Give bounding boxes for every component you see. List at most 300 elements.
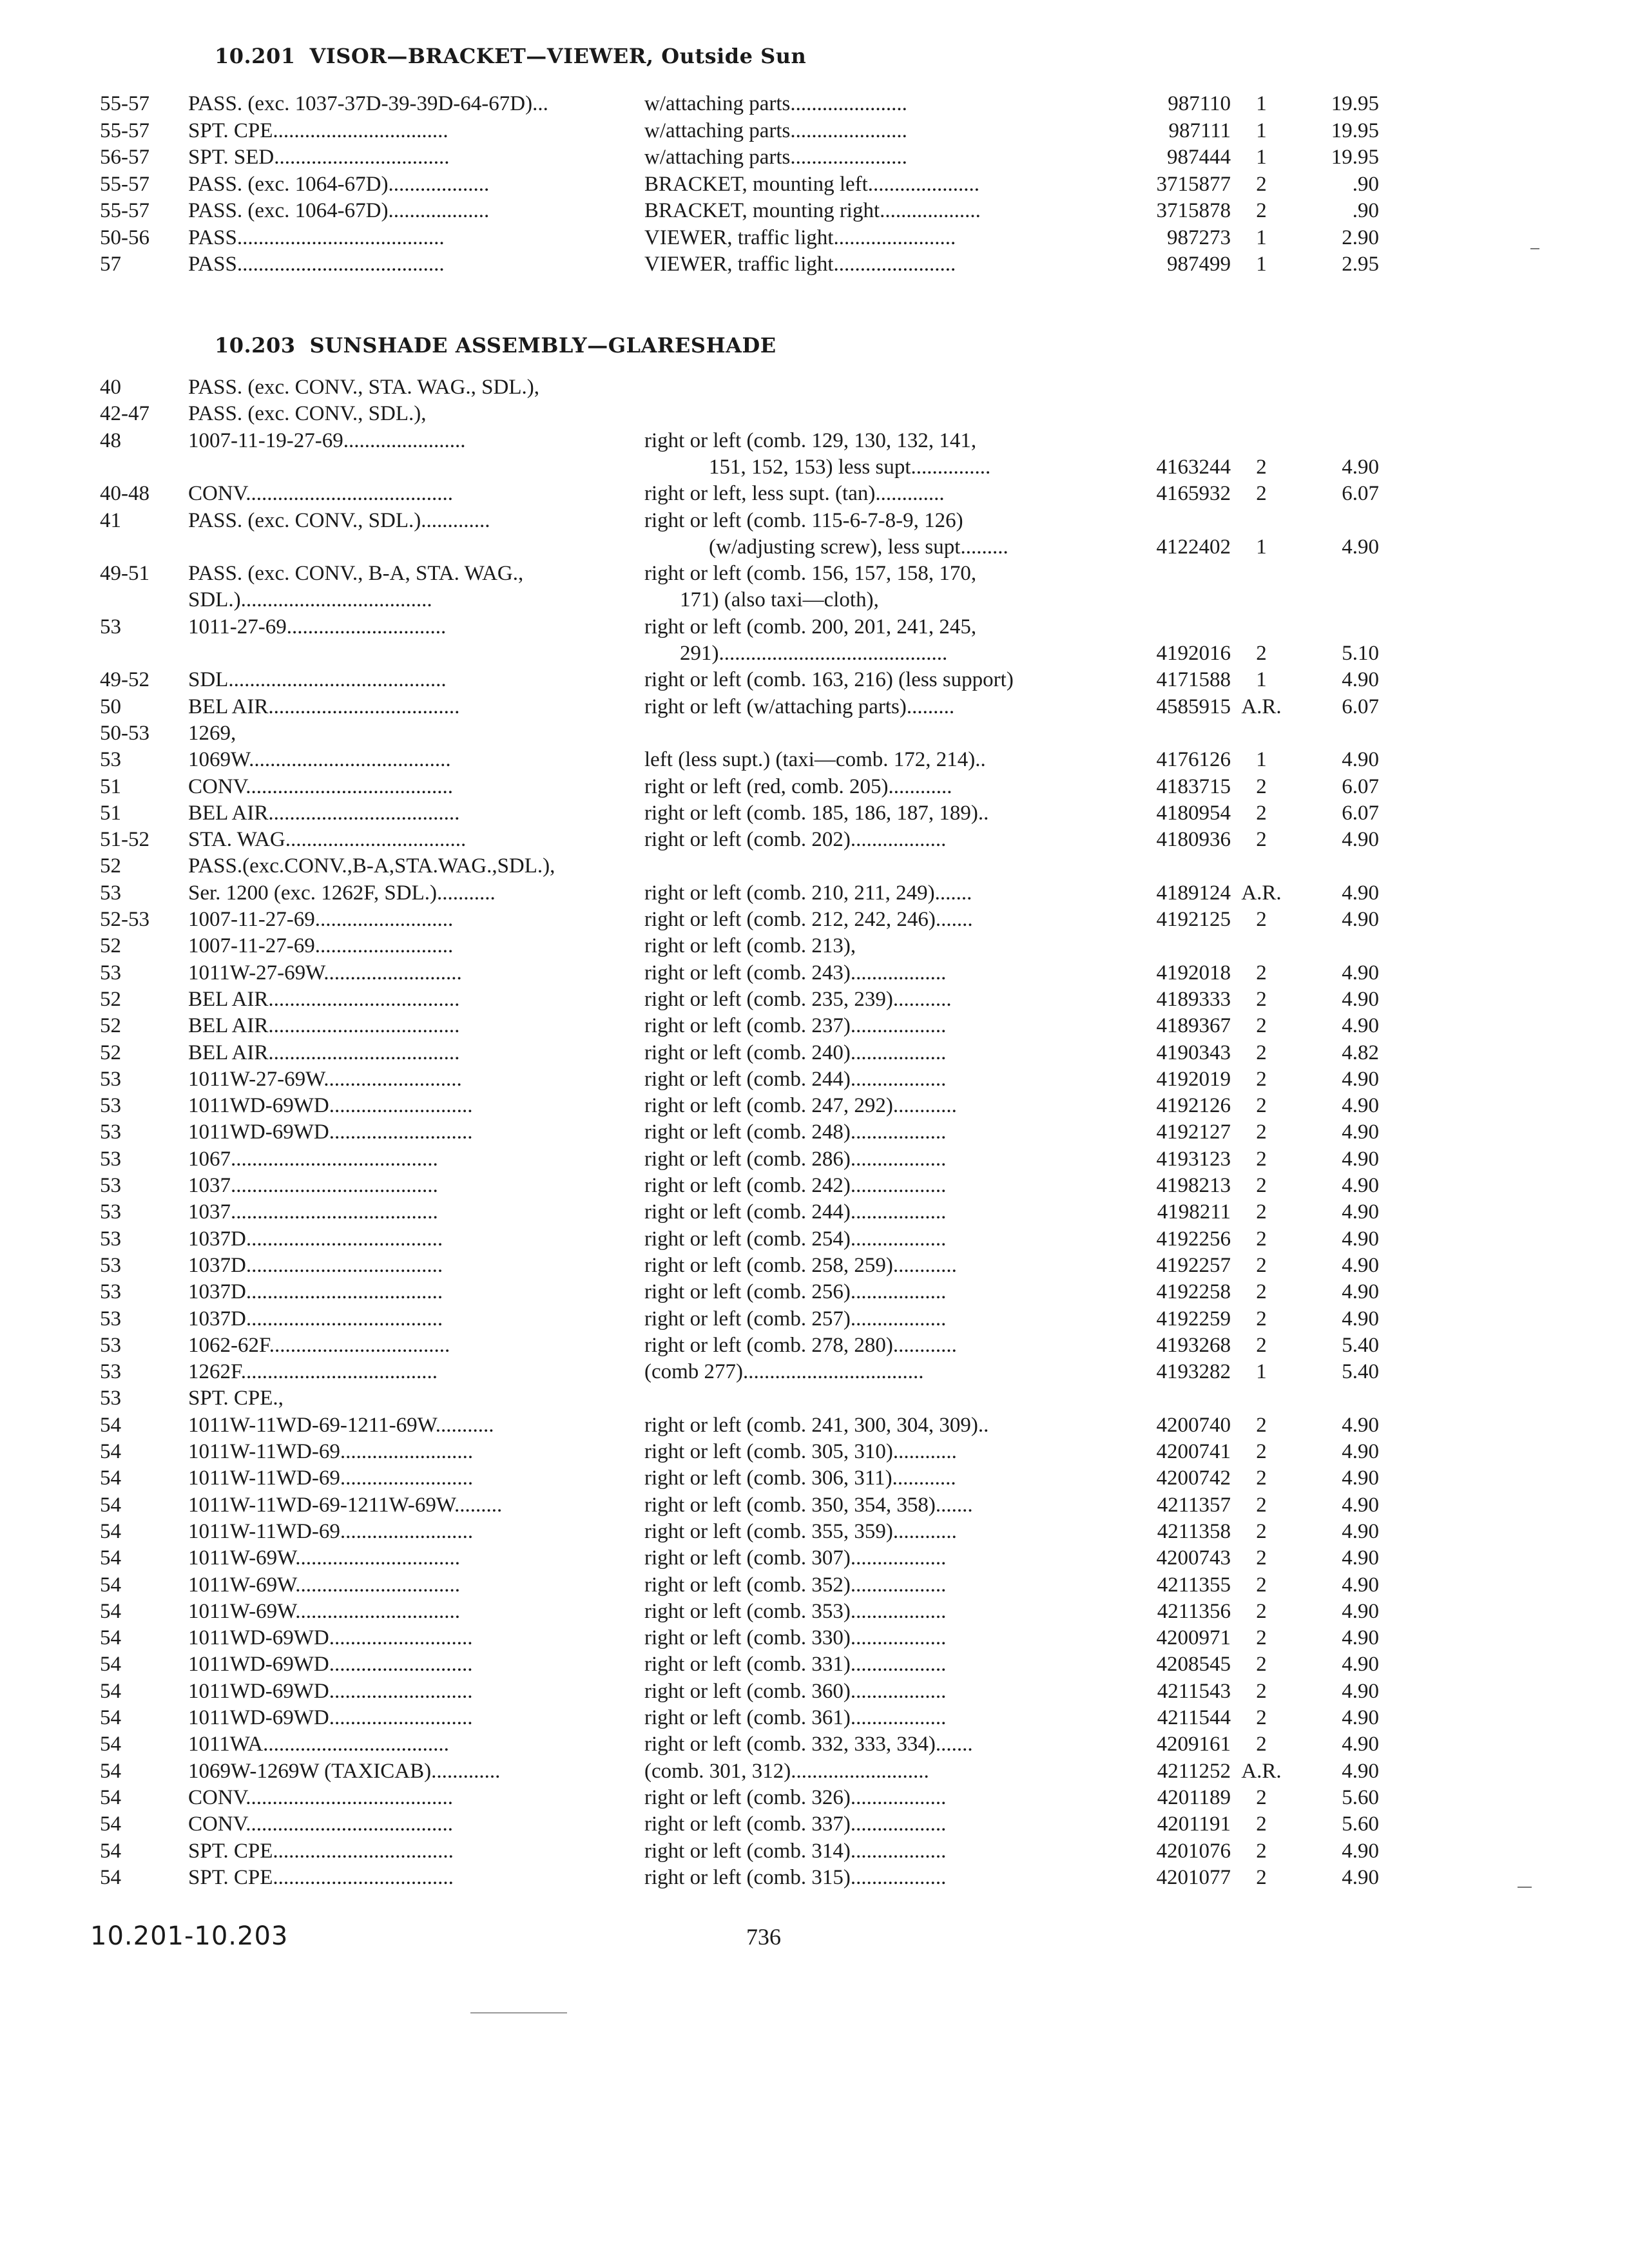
- table-row: [0, 1387, 1629, 1413]
- row-description: (w/adjusting screw), less supt.........: [709, 535, 1008, 559]
- scan-mark: [1530, 248, 1539, 249]
- row-model: CONV.......................................: [188, 1812, 454, 1836]
- table-row: [0, 1360, 1629, 1387]
- row-description: right or left (comb. 242)..................: [644, 1174, 947, 1197]
- row-description: right or left (comb. 156, 157, 158, 170,: [644, 562, 977, 585]
- row-part-number: 4183715: [1156, 775, 1231, 798]
- row-description: VIEWER, traffic light.......................: [644, 226, 956, 249]
- row-part-number: 4211544: [1157, 1706, 1231, 1729]
- row-model: Ser. 1200 (exc. 1262F, SDL.)...........: [188, 881, 496, 905]
- table-row: [0, 908, 1629, 934]
- row-quantity: 2: [1256, 1120, 1267, 1144]
- row-part-number: 987110: [1168, 92, 1231, 115]
- row-year: 53: [100, 1280, 121, 1303]
- row-model: SPT. CPE..................................: [188, 1866, 454, 1889]
- row-year: 53: [100, 748, 121, 771]
- row-model: SPT. CPE.,: [188, 1387, 284, 1410]
- table-row: [0, 429, 1629, 456]
- row-description: right or left (comb. 353)..................: [644, 1600, 947, 1623]
- row-quantity: 2: [1256, 1600, 1267, 1623]
- row-model: BEL AIR....................................: [188, 1041, 460, 1064]
- table-row: [0, 1520, 1629, 1546]
- row-price: 4.90: [1342, 1174, 1379, 1197]
- row-model: CONV.......................................: [188, 775, 454, 798]
- row-price: 4.90: [1342, 908, 1379, 931]
- row-year: 57: [100, 253, 121, 276]
- row-model: 1037D.....................................: [188, 1254, 443, 1277]
- row-description: right or left (comb. 307)..................: [644, 1546, 947, 1570]
- row-description: (comb 277)..................................: [644, 1360, 924, 1383]
- row-price: 19.95: [1331, 146, 1379, 169]
- row-model: SPT. SED.................................: [188, 146, 450, 169]
- row-year: 54: [100, 1786, 121, 1809]
- row-quantity: 2: [1256, 1520, 1267, 1543]
- row-year: 54: [100, 1706, 121, 1729]
- row-year: 54: [100, 1680, 121, 1703]
- row-quantity: 2: [1256, 828, 1267, 851]
- row-model: CONV.......................................: [188, 482, 454, 505]
- row-description: right or left (comb. 212, 242, 246).......: [644, 908, 973, 931]
- row-price: 6.07: [1342, 695, 1379, 718]
- table-row: [0, 802, 1629, 828]
- row-part-number: 4165932: [1156, 482, 1231, 505]
- row-price: 4.90: [1342, 1760, 1379, 1783]
- row-quantity: 2: [1256, 1653, 1267, 1676]
- row-model: 1011W-27-69W..........................: [188, 1068, 462, 1091]
- row-model: 1011WD-69WD...........................: [188, 1680, 473, 1703]
- row-quantity: 2: [1256, 775, 1267, 798]
- row-model: PASS.(exc.CONV.,B-A,STA.WAG.,SDL.),: [188, 854, 555, 878]
- row-part-number: 4189367: [1156, 1014, 1231, 1037]
- row-price: 6.07: [1342, 775, 1379, 798]
- row-model: 1007-11-27-69..........................: [188, 934, 454, 957]
- row-part-number: 4585915: [1156, 695, 1231, 718]
- row-description: right or left (comb. 254)..................: [644, 1227, 947, 1251]
- row-year: 48: [100, 429, 121, 452]
- row-price: 4.90: [1342, 1440, 1379, 1463]
- row-year: 53: [100, 1120, 121, 1144]
- table-row: [0, 253, 1629, 279]
- row-price: 4.90: [1342, 1414, 1379, 1437]
- table-row: [0, 1068, 1629, 1094]
- row-year: 54: [100, 1812, 121, 1836]
- row-year: 53: [100, 1387, 121, 1410]
- row-year: 53: [100, 1307, 121, 1331]
- row-model: CONV.......................................: [188, 1786, 454, 1809]
- row-year: 55-57: [100, 119, 149, 142]
- row-description: right or left (comb. 247, 292)............: [644, 1094, 957, 1117]
- table-row: [0, 854, 1629, 881]
- row-price: 4.90: [1342, 1200, 1379, 1224]
- row-model: 1011W-11WD-69.........................: [188, 1466, 474, 1490]
- row-part-number: 4189333: [1156, 988, 1231, 1011]
- row-part-number: 4200740: [1156, 1414, 1231, 1437]
- table-row: [0, 668, 1629, 695]
- row-model: BEL AIR....................................: [188, 988, 460, 1011]
- row-model: 1067.......................................: [188, 1148, 438, 1171]
- row-description: w/attaching parts......................: [644, 92, 907, 115]
- row-part-number: 4192256: [1156, 1227, 1231, 1251]
- row-description: right or left (comb. 355, 359)............: [644, 1520, 957, 1543]
- row-model: 1037.......................................: [188, 1200, 438, 1224]
- row-quantity: 2: [1256, 1041, 1267, 1064]
- row-part-number: 4189124: [1156, 881, 1231, 905]
- row-year: 53: [100, 615, 121, 639]
- row-description: right or left (comb. 202)..................: [644, 828, 947, 851]
- row-part-number: 4163244: [1156, 456, 1231, 479]
- row-description: right or left (comb. 305, 310)............: [644, 1440, 957, 1463]
- row-description: right or left (comb. 278, 280)............: [644, 1334, 957, 1357]
- row-year: 53: [100, 1227, 121, 1251]
- row-part-number: 4209161: [1156, 1733, 1231, 1756]
- table-row: [0, 1626, 1629, 1653]
- row-year: 50: [100, 695, 121, 718]
- row-description: right or left (comb. 306, 311)............: [644, 1466, 956, 1490]
- row-description: right or left (comb. 115-6-7-8-9, 126): [644, 509, 963, 532]
- row-year: 54: [100, 1414, 121, 1437]
- table-row: [0, 146, 1629, 172]
- row-part-number: 4171588: [1156, 668, 1231, 691]
- table-row: [0, 199, 1629, 226]
- row-model: PASS. (exc. CONV., B-A, STA. WAG.,: [188, 562, 524, 585]
- row-part-number: 4211356: [1157, 1600, 1231, 1623]
- table-row: [0, 92, 1629, 119]
- table-row: [0, 1014, 1629, 1041]
- table-row: [0, 615, 1629, 642]
- row-model: 1011W-11WD-69-1211W-69W.........: [188, 1494, 503, 1517]
- section-number: 10.203: [215, 333, 296, 358]
- scan-mark: [470, 2012, 567, 2013]
- row-part-number: 4211252: [1157, 1760, 1231, 1783]
- row-price: 4.90: [1342, 1733, 1379, 1756]
- table-row: [0, 1466, 1629, 1493]
- row-year: 54: [100, 1866, 121, 1889]
- row-year: 51: [100, 802, 121, 825]
- row-quantity: 1: [1256, 748, 1267, 771]
- row-year: 53: [100, 881, 121, 905]
- row-description: right or left (comb. 286)..................: [644, 1148, 947, 1171]
- row-quantity: 2: [1256, 988, 1267, 1011]
- table-row: [0, 1866, 1629, 1892]
- row-model: BEL AIR....................................: [188, 802, 460, 825]
- table-row: [0, 173, 1629, 199]
- row-description: 171) (also taxi—cloth),: [680, 588, 879, 611]
- table-row: [0, 1546, 1629, 1573]
- table-row: [0, 1760, 1629, 1786]
- row-price: 4.90: [1342, 1466, 1379, 1490]
- row-price: .90: [1352, 173, 1379, 196]
- table-row: [0, 562, 1629, 588]
- row-model: SPT. CPE.................................: [188, 119, 448, 142]
- row-description: VIEWER, traffic light.......................: [644, 253, 956, 276]
- row-year: 52-53: [100, 908, 149, 931]
- row-year: 42-47: [100, 402, 149, 425]
- row-price: 19.95: [1331, 92, 1379, 115]
- row-price: 4.90: [1342, 1626, 1379, 1649]
- row-year: 41: [100, 509, 121, 532]
- row-year: 54: [100, 1626, 121, 1649]
- row-quantity: 1: [1256, 535, 1267, 559]
- row-year: 49-51: [100, 562, 149, 585]
- table-row: [0, 722, 1629, 748]
- table-row: [0, 588, 1629, 615]
- row-model: 1011W-69W...............................: [188, 1546, 460, 1570]
- row-description: (comb. 301, 312)..........................: [644, 1760, 929, 1783]
- table-row: [0, 1786, 1629, 1812]
- row-description: right or left (comb. 241, 300, 304, 309)..: [644, 1414, 989, 1437]
- row-year: 55-57: [100, 173, 149, 196]
- row-quantity: A.R.: [1241, 881, 1282, 905]
- row-description: right or left (comb. 350, 354, 358).......: [644, 1494, 973, 1517]
- row-year: 52: [100, 934, 121, 957]
- row-part-number: 4198213: [1156, 1174, 1231, 1197]
- row-part-number: 4211543: [1157, 1680, 1231, 1703]
- row-year: 54: [100, 1760, 121, 1783]
- row-part-number: 4192125: [1156, 908, 1231, 931]
- row-year: 55-57: [100, 92, 149, 115]
- table-row: [0, 961, 1629, 988]
- row-price: 4.90: [1342, 1307, 1379, 1331]
- row-model: 1007-11-19-27-69.......................: [188, 429, 466, 452]
- row-description: BRACKET, mounting right...................: [644, 199, 981, 222]
- row-description: right or left (comb. 332, 333, 334).......: [644, 1733, 973, 1756]
- row-price: 4.90: [1342, 456, 1379, 479]
- row-price: 5.10: [1342, 642, 1379, 665]
- row-description: right or left (comb. 256)..................: [644, 1280, 947, 1303]
- row-description: right or left (comb. 360)..................: [644, 1680, 947, 1703]
- row-description: right or left (comb. 244)..................: [644, 1068, 947, 1091]
- row-model: 1037D.....................................: [188, 1307, 443, 1331]
- row-quantity: 2: [1256, 1706, 1267, 1729]
- table-row: [0, 119, 1629, 146]
- row-model: 1037D.....................................: [188, 1227, 443, 1251]
- row-description: 151, 152, 153) less supt...............: [709, 456, 991, 479]
- row-quantity: 1: [1256, 146, 1267, 169]
- row-part-number: 4211355: [1157, 1573, 1231, 1597]
- row-part-number: 4192257: [1156, 1254, 1231, 1277]
- row-description: right or left (comb. 210, 211, 249).......: [644, 881, 972, 905]
- row-year: 52: [100, 854, 121, 878]
- row-price: 4.90: [1342, 881, 1379, 905]
- row-part-number: 4198211: [1157, 1200, 1231, 1224]
- table-row: [0, 695, 1629, 722]
- row-description: right or left (comb. 235, 239)...........: [644, 988, 952, 1011]
- row-price: 4.90: [1342, 668, 1379, 691]
- row-model: BEL AIR....................................: [188, 695, 460, 718]
- table-row: [0, 1334, 1629, 1360]
- row-quantity: 2: [1256, 482, 1267, 505]
- row-quantity: 2: [1256, 1840, 1267, 1863]
- row-price: .90: [1352, 199, 1379, 222]
- row-quantity: A.R.: [1241, 695, 1282, 718]
- row-model: 1007-11-27-69..........................: [188, 908, 454, 931]
- row-description: 291)...........................................: [680, 642, 948, 665]
- row-quantity: 2: [1256, 199, 1267, 222]
- row-description: right or left (comb. 237)..................: [644, 1014, 947, 1037]
- row-part-number: 4180954: [1156, 802, 1231, 825]
- row-price: 5.60: [1342, 1812, 1379, 1836]
- table-row: [0, 1733, 1629, 1759]
- row-description: right or left (comb. 240)..................: [644, 1041, 947, 1064]
- row-quantity: 2: [1256, 1626, 1267, 1649]
- row-year: 54: [100, 1573, 121, 1597]
- row-year: 54: [100, 1440, 121, 1463]
- table-row: [0, 535, 1629, 562]
- row-price: 4.90: [1342, 1148, 1379, 1171]
- row-price: 4.90: [1342, 1227, 1379, 1251]
- table-row: [0, 1494, 1629, 1520]
- table-row: [0, 456, 1629, 482]
- row-year: 54: [100, 1653, 121, 1676]
- row-part-number: 4192126: [1156, 1094, 1231, 1117]
- row-model: 1011W-69W...............................: [188, 1600, 460, 1623]
- row-description: right or left (comb. 331)..................: [644, 1653, 947, 1676]
- row-part-number: 4201191: [1157, 1812, 1231, 1836]
- row-year: 50-56: [100, 226, 149, 249]
- row-price: 6.07: [1342, 802, 1379, 825]
- row-year: 51: [100, 775, 121, 798]
- table-row: [0, 988, 1629, 1014]
- table-row: [0, 1174, 1629, 1200]
- row-price: 4.90: [1342, 1254, 1379, 1277]
- row-model: 1069W......................................: [188, 748, 451, 771]
- row-year: 53: [100, 1360, 121, 1383]
- row-quantity: 2: [1256, 1546, 1267, 1570]
- row-part-number: 4211358: [1157, 1520, 1231, 1543]
- row-quantity: 2: [1256, 1414, 1267, 1437]
- row-year: 54: [100, 1600, 121, 1623]
- row-part-number: 4201189: [1157, 1786, 1231, 1809]
- row-price: 4.90: [1342, 1680, 1379, 1703]
- row-price: 4.90: [1342, 988, 1379, 1011]
- row-description: w/attaching parts......................: [644, 146, 907, 169]
- section-title: VISOR—BRACKET—VIEWER, Outside Sun: [309, 44, 807, 68]
- row-price: 2.90: [1342, 226, 1379, 249]
- table-row: [0, 1812, 1629, 1839]
- row-price: 5.60: [1342, 1786, 1379, 1809]
- row-part-number: 4200741: [1156, 1440, 1231, 1463]
- row-model: BEL AIR....................................: [188, 1014, 460, 1037]
- row-year: 53: [100, 1068, 121, 1091]
- table-row: [0, 1440, 1629, 1466]
- row-description: BRACKET, mounting left.....................: [644, 173, 980, 196]
- row-year: 51-52: [100, 828, 149, 851]
- row-price: 5.40: [1342, 1360, 1379, 1383]
- row-year: 54: [100, 1733, 121, 1756]
- row-quantity: 2: [1256, 456, 1267, 479]
- row-quantity: 2: [1256, 1466, 1267, 1490]
- row-quantity: 2: [1256, 173, 1267, 196]
- row-model: 1011WD-69WD...........................: [188, 1120, 473, 1144]
- row-model: SDL.)....................................: [188, 588, 432, 611]
- row-model: PASS.......................................: [188, 226, 445, 249]
- row-quantity: 2: [1256, 908, 1267, 931]
- row-price: 4.90: [1342, 1494, 1379, 1517]
- row-part-number: 4192127: [1156, 1120, 1231, 1144]
- row-description: right or left (comb. 361)..................: [644, 1706, 947, 1729]
- row-price: 19.95: [1331, 119, 1379, 142]
- row-description: right or left (w/attaching parts).........: [644, 695, 955, 718]
- row-model: 1269,: [188, 722, 236, 745]
- table-row: [0, 828, 1629, 854]
- row-year: 54: [100, 1466, 121, 1490]
- row-model: 1037D.....................................: [188, 1280, 443, 1303]
- row-part-number: 4192259: [1156, 1307, 1231, 1331]
- row-model: PASS. (exc. 1064-67D)...................: [188, 199, 490, 222]
- row-price: 4.90: [1342, 1653, 1379, 1676]
- row-part-number: 3715877: [1156, 173, 1231, 196]
- row-model: 1011W-11WD-69.........................: [188, 1520, 474, 1543]
- row-year: 49-52: [100, 668, 149, 691]
- row-quantity: 2: [1256, 1334, 1267, 1357]
- table-row: [0, 1307, 1629, 1334]
- row-part-number: 4193282: [1156, 1360, 1231, 1383]
- row-year: 55-57: [100, 199, 149, 222]
- row-quantity: 1: [1256, 1360, 1267, 1383]
- row-year: 54: [100, 1546, 121, 1570]
- row-price: 4.90: [1342, 1546, 1379, 1570]
- table-row: [0, 1148, 1629, 1174]
- row-model: 1011WD-69WD...........................: [188, 1706, 473, 1729]
- row-year: 54: [100, 1840, 121, 1863]
- row-part-number: 4190343: [1156, 1041, 1231, 1064]
- row-quantity: 1: [1256, 226, 1267, 249]
- row-price: 4.90: [1342, 535, 1379, 559]
- row-model: SPT. CPE..................................: [188, 1840, 454, 1863]
- row-model: 1011WD-69WD...........................: [188, 1094, 473, 1117]
- row-quantity: 2: [1256, 1014, 1267, 1037]
- row-year: 53: [100, 1334, 121, 1357]
- table-row: [0, 642, 1629, 668]
- row-quantity: 2: [1256, 802, 1267, 825]
- table-row: [0, 509, 1629, 535]
- row-part-number: 4122402: [1156, 535, 1231, 559]
- row-quantity: 2: [1256, 1812, 1267, 1836]
- row-part-number: 4192018: [1156, 961, 1231, 985]
- table-row: [0, 1600, 1629, 1626]
- table-row: [0, 1254, 1629, 1280]
- row-quantity: 2: [1256, 1733, 1267, 1756]
- row-price: 4.90: [1342, 748, 1379, 771]
- row-quantity: 1: [1256, 668, 1267, 691]
- row-year: 40-48: [100, 482, 149, 505]
- row-part-number: 4193123: [1156, 1148, 1231, 1171]
- row-year: 50-53: [100, 722, 149, 745]
- row-model: 1062-62F..................................: [188, 1334, 450, 1357]
- row-model: 1037.......................................: [188, 1174, 438, 1197]
- row-description: right or left (comb. 326)..................: [644, 1786, 947, 1809]
- row-year: 52: [100, 1041, 121, 1064]
- row-price: 5.40: [1342, 1334, 1379, 1357]
- row-price: 4.90: [1342, 961, 1379, 985]
- row-description: right or left (comb. 163, 216) (less support): [644, 668, 1014, 691]
- row-model: PASS. (exc. 1037-37D-39-39D-64-67D)...: [188, 92, 548, 115]
- row-part-number: 4211357: [1157, 1494, 1231, 1517]
- row-price: 4.90: [1342, 1706, 1379, 1729]
- row-year: 53: [100, 961, 121, 985]
- section-heading-10-201: [215, 44, 806, 68]
- table-row: [0, 482, 1629, 508]
- footer-section-range: 10.201-10.203: [90, 1921, 289, 1951]
- row-year: 53: [100, 1174, 121, 1197]
- row-year: 52: [100, 988, 121, 1011]
- row-part-number: 987111: [1168, 119, 1231, 142]
- row-description: right or left (comb. 337)..................: [644, 1812, 947, 1836]
- table-row: [0, 402, 1629, 428]
- row-model: 1011-27-69..............................: [188, 615, 447, 639]
- row-model: 1011W-27-69W..........................: [188, 961, 462, 985]
- row-quantity: 2: [1256, 1440, 1267, 1463]
